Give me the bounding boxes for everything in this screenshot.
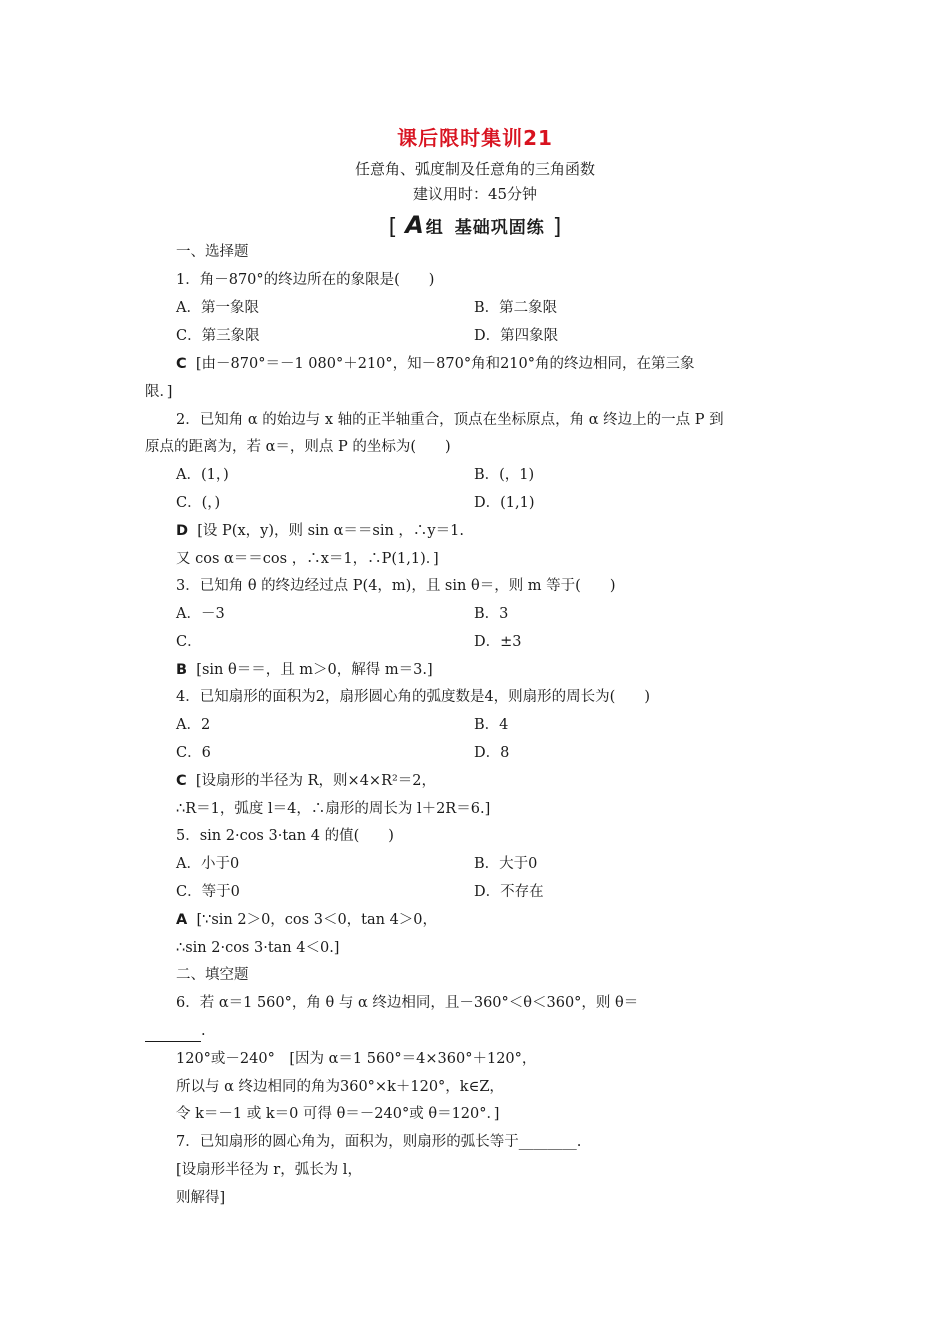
line-text: [由－870°＝－1 080°＋210°，知－870°角和210°角的终边相同，在第三象 xyxy=(195,356,695,372)
text-line xyxy=(176,1189,225,1207)
text-line xyxy=(474,327,558,345)
line-text: B．3 xyxy=(474,606,509,622)
line-text: A．小于0 xyxy=(176,856,240,872)
group-letter: A xyxy=(405,211,424,239)
text-line xyxy=(176,883,240,901)
answer-blank-6 xyxy=(145,1041,201,1042)
text-line xyxy=(474,716,508,734)
line-text: 所以与 α 终边相同的角为360°×k＋120°，k∈Z， xyxy=(176,1079,504,1095)
line-text: 原点的距离为，若 α＝，则点 P 的坐标为( ) xyxy=(145,439,451,455)
text-line xyxy=(201,1022,206,1040)
text-line xyxy=(474,633,522,651)
text-line xyxy=(176,271,434,289)
text-line xyxy=(145,383,172,401)
line-text: . xyxy=(201,1023,206,1039)
text-line xyxy=(176,299,259,317)
line-text: 令 k＝－1 或 k＝0 可得 θ＝－240°或 θ＝120°．] xyxy=(176,1106,500,1122)
section-header xyxy=(0,211,950,240)
line-text: D．±3 xyxy=(474,634,522,650)
line-text: A．2 xyxy=(176,717,211,733)
text-line xyxy=(176,466,229,484)
line-text: 4．已知扇形的面积为2，扇形圆心角的弧度数是4，则扇形的周长为( ) xyxy=(176,689,650,705)
line-text: 6．若 α＝1 560°，角 θ 与 α 终边相同，且－360°＜θ＜360°，则 θ＝ xyxy=(176,995,639,1011)
text-line xyxy=(474,494,535,512)
line-text: 又 cos α＝＝cos ，∴x＝1，∴P(1,1)．] xyxy=(176,551,439,567)
text-line xyxy=(176,355,695,373)
text-line xyxy=(176,800,490,818)
line-text: ∴R＝1，弧度 l＝4，∴扇形的周长为 l＋2R＝6.] xyxy=(176,801,491,817)
line-text: B．第二象限 xyxy=(474,300,558,316)
answer-letter: A xyxy=(176,912,188,928)
line-text: 1．角－870°的终边所在的象限是( ) xyxy=(176,272,435,288)
text-line xyxy=(176,911,437,929)
group-label: 组 xyxy=(425,218,443,238)
text-line xyxy=(176,688,650,706)
line-text: 120°或－240° [因为 α＝1 560°＝4×360°＋120°， xyxy=(176,1051,537,1067)
text-line xyxy=(176,1105,499,1123)
line-text: C． xyxy=(176,634,202,650)
line-text: A．－3 xyxy=(176,606,225,622)
line-text: 则解得] xyxy=(176,1190,226,1206)
text-line xyxy=(176,327,260,345)
text-line xyxy=(176,827,394,845)
line-text: 7．已知扇形的圆心角为，面积为，则扇形的弧长等于________. xyxy=(176,1134,582,1150)
answer-letter: C xyxy=(176,773,187,789)
text-line xyxy=(176,1050,536,1068)
line-text: [设扇形半径为 r，弧长为 l， xyxy=(176,1162,362,1178)
line-text: ∴sin 2·cos 3·tan 4＜0.] xyxy=(176,940,340,956)
text-line xyxy=(474,744,509,762)
line-text: 限．] xyxy=(145,384,173,400)
answer-letter: C xyxy=(176,356,187,372)
page-subtitle: 任意角、弧度制及任意角的三角函数 xyxy=(354,160,595,178)
text-line xyxy=(176,744,211,762)
line-text: 一、选择题 xyxy=(176,244,249,260)
text-line xyxy=(176,966,249,984)
line-text: B．4 xyxy=(474,717,509,733)
line-text: [设 P(x，y)，则 sin α＝＝sin ，∴y＝1. xyxy=(197,523,464,539)
section-close-bracket: ] xyxy=(552,215,562,240)
line-text: C．6 xyxy=(176,745,211,761)
text-line xyxy=(176,939,339,957)
page-title: 课后限时集训21 xyxy=(397,126,553,150)
text-line xyxy=(176,661,433,679)
line-text: 3．已知角 θ 的终边经过点 P(4，m)，且 sin θ＝，则 m 等于( ) xyxy=(176,578,616,594)
text-line xyxy=(176,494,220,512)
text-line xyxy=(474,883,544,901)
line-text: D．8 xyxy=(474,745,510,761)
text-line xyxy=(176,1078,504,1096)
line-text: [sin θ＝＝，且 m＞0，解得 m＝3.] xyxy=(196,662,433,678)
text-line xyxy=(474,855,537,873)
line-text: C．等于0 xyxy=(176,884,240,900)
answer-letter: B xyxy=(176,662,188,678)
text-line xyxy=(176,716,210,734)
line-text: D．第四象限 xyxy=(474,328,559,344)
text-line xyxy=(176,1161,362,1179)
text-line xyxy=(176,605,225,623)
text-line xyxy=(176,577,615,595)
line-text: [∵sin 2＞0，cos 3＜0，tan 4＞0， xyxy=(196,912,438,928)
text-line xyxy=(474,299,557,317)
text-line xyxy=(176,522,464,540)
text-line xyxy=(176,994,638,1012)
text-line xyxy=(176,1133,581,1151)
line-text: C．第三象限 xyxy=(176,328,260,344)
group-name: 基础巩固练 xyxy=(454,218,545,238)
time-hint: 建议用时：45分钟 xyxy=(412,185,538,203)
line-text: B．(，1) xyxy=(474,467,535,483)
text-line xyxy=(176,633,202,651)
text-line xyxy=(176,550,439,568)
line-text: A．第一象限 xyxy=(176,300,259,316)
section-open-bracket: [ xyxy=(388,215,398,240)
text-line xyxy=(145,438,451,456)
line-text: D．不存在 xyxy=(474,884,544,900)
line-text: D．(1,1) xyxy=(474,495,535,511)
text-line xyxy=(176,772,436,790)
line-text: B．大于0 xyxy=(474,856,538,872)
line-text: 5．sin 2·cos 3·tan 4 的值( ) xyxy=(176,828,394,844)
text-line xyxy=(176,243,249,261)
text-line xyxy=(474,466,534,484)
line-text: [设扇形的半径为 R，则×4×R²＝2， xyxy=(195,773,437,789)
line-text: 二、填空题 xyxy=(176,967,249,983)
text-line xyxy=(176,411,724,429)
answer-letter: D xyxy=(176,523,189,539)
line-text: 2．已知角 α 的始边与 x 轴的正半轴重合，顶点在坐标原点，角 α 终边上的一点 P 到 xyxy=(176,412,724,428)
line-text: C．(，) xyxy=(176,495,221,511)
text-line xyxy=(474,605,508,623)
line-text: A．(1，) xyxy=(176,467,229,483)
text-line xyxy=(176,855,239,873)
